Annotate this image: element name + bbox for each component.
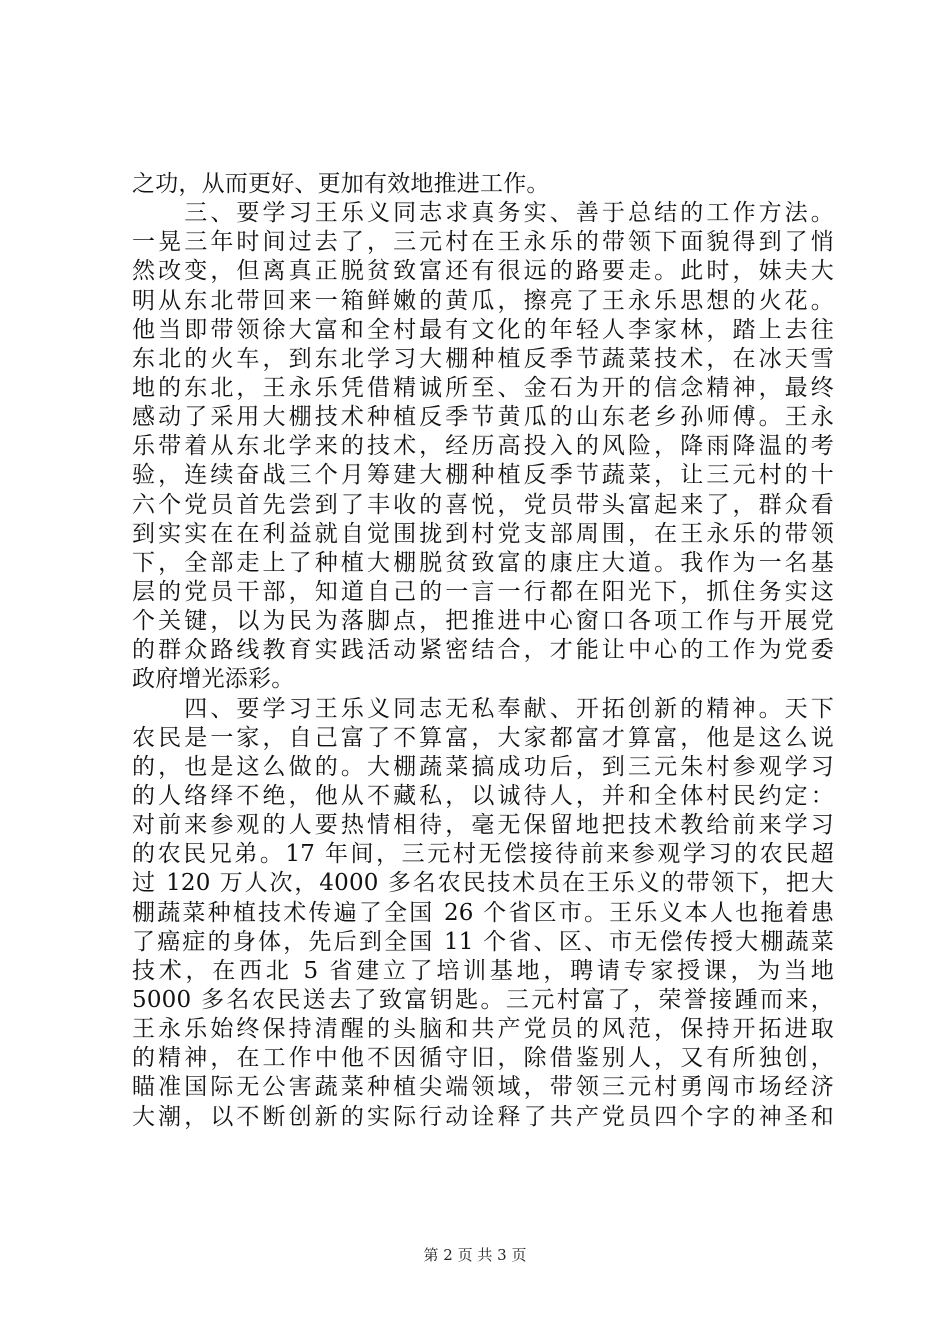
text-line: 六个党员首先尝到了丰收的喜悦，党员带头富起来了，群众看 bbox=[132, 491, 834, 518]
text-line: 的农民兄弟。17 年间，三元村无偿接待前来参观学习的农民超 bbox=[132, 841, 834, 868]
text-line: 感动了采用大棚技术种植反季节黄瓜的山东老乡孙师傅。王永 bbox=[132, 404, 834, 431]
text-line: 一晃三年时间过去了，三元村在王永乐的带领下面貌得到了悄 bbox=[132, 229, 834, 256]
text-line: 之功，从而更好、更加有效地推进工作。 bbox=[132, 171, 550, 197]
text-line: 个关键，以为民为落脚点，把推进中心窗口各项工作与开展党 bbox=[132, 608, 834, 635]
text-line: 他当即带领徐大富和全村最有文化的年轻人李家林，踏上去往 bbox=[132, 316, 834, 343]
text-line: 东北的火车，到东北学习大棚种植反季节蔬菜技术，在冰天雪 bbox=[132, 345, 834, 372]
text-line: 过 120 万人次，4000 多名农民技术员在王乐义的带领下，把大 bbox=[132, 870, 834, 897]
text-line: 四、要学习王乐义同志无私奉献、开拓创新的精神。天下 bbox=[132, 695, 834, 722]
text-line: 三、要学习王乐义同志求真务实、善于总结的工作方法。 bbox=[132, 200, 834, 227]
text-line: 地的东北，王永乐凭借精诚所至、金石为开的信念精神，最终 bbox=[132, 374, 834, 401]
text-line: 然改变，但离真正脱贫致富还有很远的路要走。此时，妹夫大 bbox=[132, 258, 834, 285]
page-footer: 第 2 页 共 3 页 bbox=[423, 1246, 527, 1264]
text-line: 对前来参观的人要热情相待，毫无保留地把技术教给前来学习 bbox=[132, 812, 834, 839]
text-line: 明从东北带回来一箱鲜嫩的黄瓜，擦亮了王永乐思想的火花。 bbox=[132, 287, 834, 314]
text-line: 到实实在在利益就自觉围拢到村党支部周围，在王永乐的带领 bbox=[132, 520, 834, 547]
text-line: 层的党员干部，知道自己的一言一行都在阳光下，抓住务实这 bbox=[132, 578, 834, 605]
text-line: 了癌症的身体，先后到全国 11 个省、区、市无偿传授大棚蔬菜 bbox=[132, 928, 834, 955]
text-line: 王永乐始终保持清醒的头脑和共产党员的风范，保持开拓进取 bbox=[132, 1016, 834, 1043]
text-line: 农民是一家，自己富了不算富，大家都富才算富，他是这么说 bbox=[132, 724, 834, 751]
body-text bbox=[132, 170, 834, 1132]
text-line: 5000 多名农民送去了致富钥匙。三元村富了，荣誉接踵而来， bbox=[132, 986, 834, 1013]
text-line: 的，也是这么做的。大棚蔬菜搞成功后，到三元朱村参观学习 bbox=[132, 753, 834, 780]
text-line: 棚蔬菜种植技术传遍了全国 26 个省区市。王乐义本人也拖着患 bbox=[132, 899, 834, 926]
text-line: 技术，在西北 5 省建立了培训基地，聘请专家授课，为当地 bbox=[132, 957, 834, 984]
text-line: 验，连续奋战三个月筹建大棚种植反季节蔬菜，让三元村的十 bbox=[132, 462, 834, 489]
text-line: 的人络绎不绝，他从不藏私，以诚待人，并和全体村民约定： bbox=[132, 782, 834, 809]
text-line: 下，全部走上了种植大棚脱贫致富的康庄大道。我作为一名基 bbox=[132, 549, 834, 576]
text-line: 政府增光添彩。 bbox=[132, 666, 295, 693]
text-line: 乐带着从东北学来的技术，经历高投入的风险，降雨降温的考 bbox=[132, 433, 834, 460]
text-line: 大潮，以不断创新的实际行动诠释了共产党员四个字的神圣和 bbox=[132, 1103, 834, 1130]
text-line: 的精神，在工作中他不因循守旧，除借鉴别人，又有所独创， bbox=[132, 1045, 834, 1072]
text-line: 瞄准国际无公害蔬菜种植尖端领域，带领三元村勇闯市场经济 bbox=[132, 1074, 834, 1101]
text-line: 的群众路线教育实践活动紧密结合，才能让中心的工作为党委 bbox=[132, 637, 834, 664]
